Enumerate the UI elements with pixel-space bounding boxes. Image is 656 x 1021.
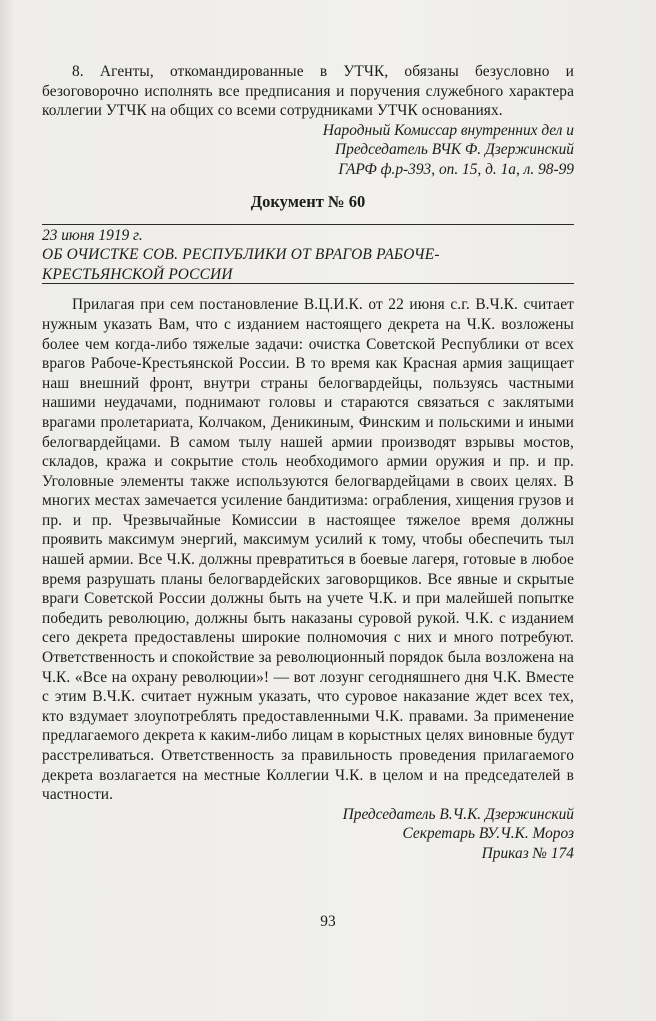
item-8-paragraph: 8. Агенты, откомандированные в УТЧК, обязаны безусловно и безоговорочно исполнять все предписания и поручения служебного характера коллегии УТЧК на общих со всеми сотрудниками УТЧК основаниях. xyxy=(42,63,574,120)
document-title: Документ № 60 xyxy=(250,191,366,211)
order-number: Приказ № 174 xyxy=(481,844,574,862)
top-signature-block xyxy=(42,121,574,180)
divider-top xyxy=(42,224,574,225)
page-content xyxy=(42,62,574,864)
document-body xyxy=(42,295,574,804)
signature-line: Народный Комиссар внутренних дел и xyxy=(322,121,574,139)
heading-line-1: ОБ ОЧИСТКЕ СОВ. РЕСПУБЛИКИ ОТ ВРАГОВ РАБОЧЕ- xyxy=(42,246,440,264)
heading-line-2: КРЕСТЬЯНСКОЙ РОССИИ xyxy=(42,265,233,283)
document-heading xyxy=(42,245,574,284)
signature-line: Секретарь ВУ.Ч.К. Мороз xyxy=(402,825,574,843)
document-signature-block xyxy=(42,805,574,864)
document-date: 23 июня 1919 г. xyxy=(42,226,143,244)
divider-bottom xyxy=(42,283,574,284)
archive-reference: ГАРФ ф.р-393, оп. 15, д. 1а, л. 98-99 xyxy=(338,160,574,178)
page-number: 93 xyxy=(320,913,336,930)
signature-line: Председатель ВЧК Ф. Дзержинский xyxy=(335,141,574,159)
body-paragraph: Прилагая при сем постановление В.Ц.И.К. от 22 июня с.г. В.Ч.К. считает нужным указать Вам, что с изданием настоящего декрета на Ч.К. возложены более чем когда-либо тяжелые задачи: очистка Советской Республики от всех врагов Рабоче-Крестьянской России. В то время как Красная армия защищает наш внешний фронт, внутри страны белогвардейцы, пользуясь частными нашими неудачами, поднимают головы и стараются связаться с заклятыми врагами пролетариата, Колчаком, Деникиным, Финским и польскими и иными белогвардейцами. В самом тылу нашей армии производят взрывы мостов, складов, кража и сокрытие столь необходимого армии оружия и пр. и пр. Уголовные элементы также используются белогвардейцами в своих целях. В многих местах замечается усиление бандитизма: ограбления, хищения грузов и пр. и пр. Чрезвычайные Комиссии в настоящее тяжелое время должны проявить максимум энергий, максимум усилий к тому, чтобы обеспечить тыл нашей армии. Все Ч.К. должны превратиться в боевые лагеря, готовые в любое время разрушать планы белогвардейских заговорщиков. Все явные и скрытые враги Советской России должны быть на учете Ч.К. и при малейшей попытке победить революцию, должны быть наказаны суровой рукой. Ч.К. с изданием сего декрета предоставлены широкие полномочия с них и много потребуют. Ответственность и спокойствие за революционный порядок была возложена на Ч.К. «Все на охрану революции»! — вот лозунг сегодняшнего дня Ч.К. Вместе с этим В.Ч.К. считает нужным указать, что суровое наказание ждет всех тех, кто вздумает злоупотреблять предоставленными Ч.К. правами. За применение предлагаемого декрета к каким-либо лицам в корыстных целях виновные будут расстреливаться. Ответственность за правильность проведения прилагаемого декрета возлагается на местные Коллегии Ч.К. в целом и на председателей в частности. xyxy=(42,296,574,804)
signature-line: Председатель В.Ч.К. Дзержинский xyxy=(342,805,574,823)
